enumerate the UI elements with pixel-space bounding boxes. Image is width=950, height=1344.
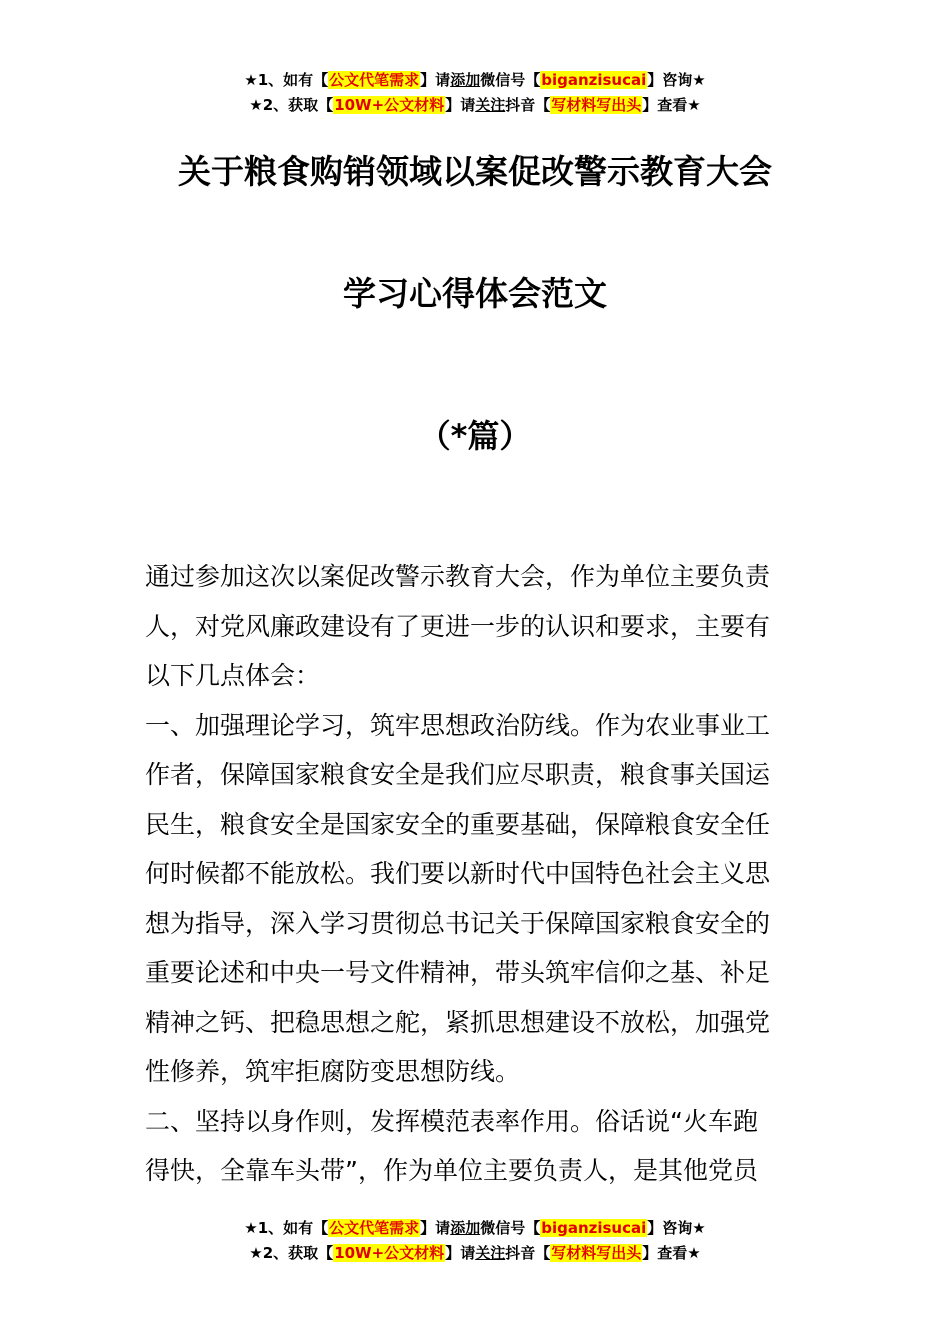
highlight-materials: 10W+公文材料 xyxy=(334,96,445,114)
body-line: 一、加强理论学习，筑牢思想政治防线。作为农业事业工 xyxy=(145,710,771,740)
footer-banner xyxy=(0,1216,950,1266)
body-line: 民生，粮食安全是国家安全的重要基础，保障粮食安全任 xyxy=(145,809,771,839)
body-line: 想为指导，深入学习贯彻总书记关于保障国家粮食安全的 xyxy=(145,908,771,938)
body-line: 何时候都不能放松。我们要以新时代中国特色社会主义思 xyxy=(145,859,771,888)
body-line: 性修养，筑牢拒腐防变思想防线。 xyxy=(145,1057,521,1086)
highlight-wechat-id: biganzisucai xyxy=(541,1219,647,1237)
highlight-douyin: 写材料写出头 xyxy=(551,1244,642,1262)
highlight-ghostwriting: 公文代笔需求 xyxy=(329,1219,420,1237)
body-line: 通过参加这次以案促改警示教育大会，作为单位主要负责 xyxy=(145,562,771,591)
header-banner xyxy=(0,68,950,118)
body-line: 以下几点体会： xyxy=(145,661,321,690)
highlight-douyin: 写材料写出头 xyxy=(551,96,642,114)
highlight-wechat-id: biganzisucai xyxy=(541,71,647,89)
document-body xyxy=(145,552,807,1196)
document-title-line-2: 学习心得体会范文 xyxy=(343,274,607,313)
highlight-materials: 10W+公文材料 xyxy=(334,1244,445,1262)
banner-line-1: ★1、如有【公文代笔需求】请添加微信号【biganzisucai】咨询★ xyxy=(244,1219,706,1237)
body-line: 二、坚持以身作则，发挥模范表率作用。俗话说“火车跑 xyxy=(145,1106,758,1136)
highlight-ghostwriting: 公文代笔需求 xyxy=(329,71,420,89)
body-line: 重要论述和中央一号文件精神，带头筑牢信仰之基、补足 xyxy=(145,958,771,987)
body-line: 人，对党风廉政建设有了更进一步的认识和要求，主要有 xyxy=(145,611,771,641)
banner-line-1: ★1、如有【公文代笔需求】请添加微信号【biganzisucai】咨询★ xyxy=(244,71,706,89)
banner-line-2: ★2、获取【10W+公文材料】请关注抖音【写材料写出头】查看★ xyxy=(249,96,701,114)
body-line: 作者，保障国家粮食安全是我们应尽职责，粮食事关国运 xyxy=(145,760,771,789)
body-line: 得快，全靠车头带”，作为单位主要负责人，是其他党员 xyxy=(145,1156,758,1185)
document-title-count: （*篇） xyxy=(418,417,532,455)
banner-line-2: ★2、获取【10W+公文材料】请关注抖音【写材料写出头】查看★ xyxy=(249,1244,701,1262)
body-line: 精神之钙、把稳思想之舵，紧抓思想建设不放松，加强党 xyxy=(145,1007,771,1037)
document-title-line-1: 关于粮食购销领域以案促改警示教育大会 xyxy=(178,152,772,191)
